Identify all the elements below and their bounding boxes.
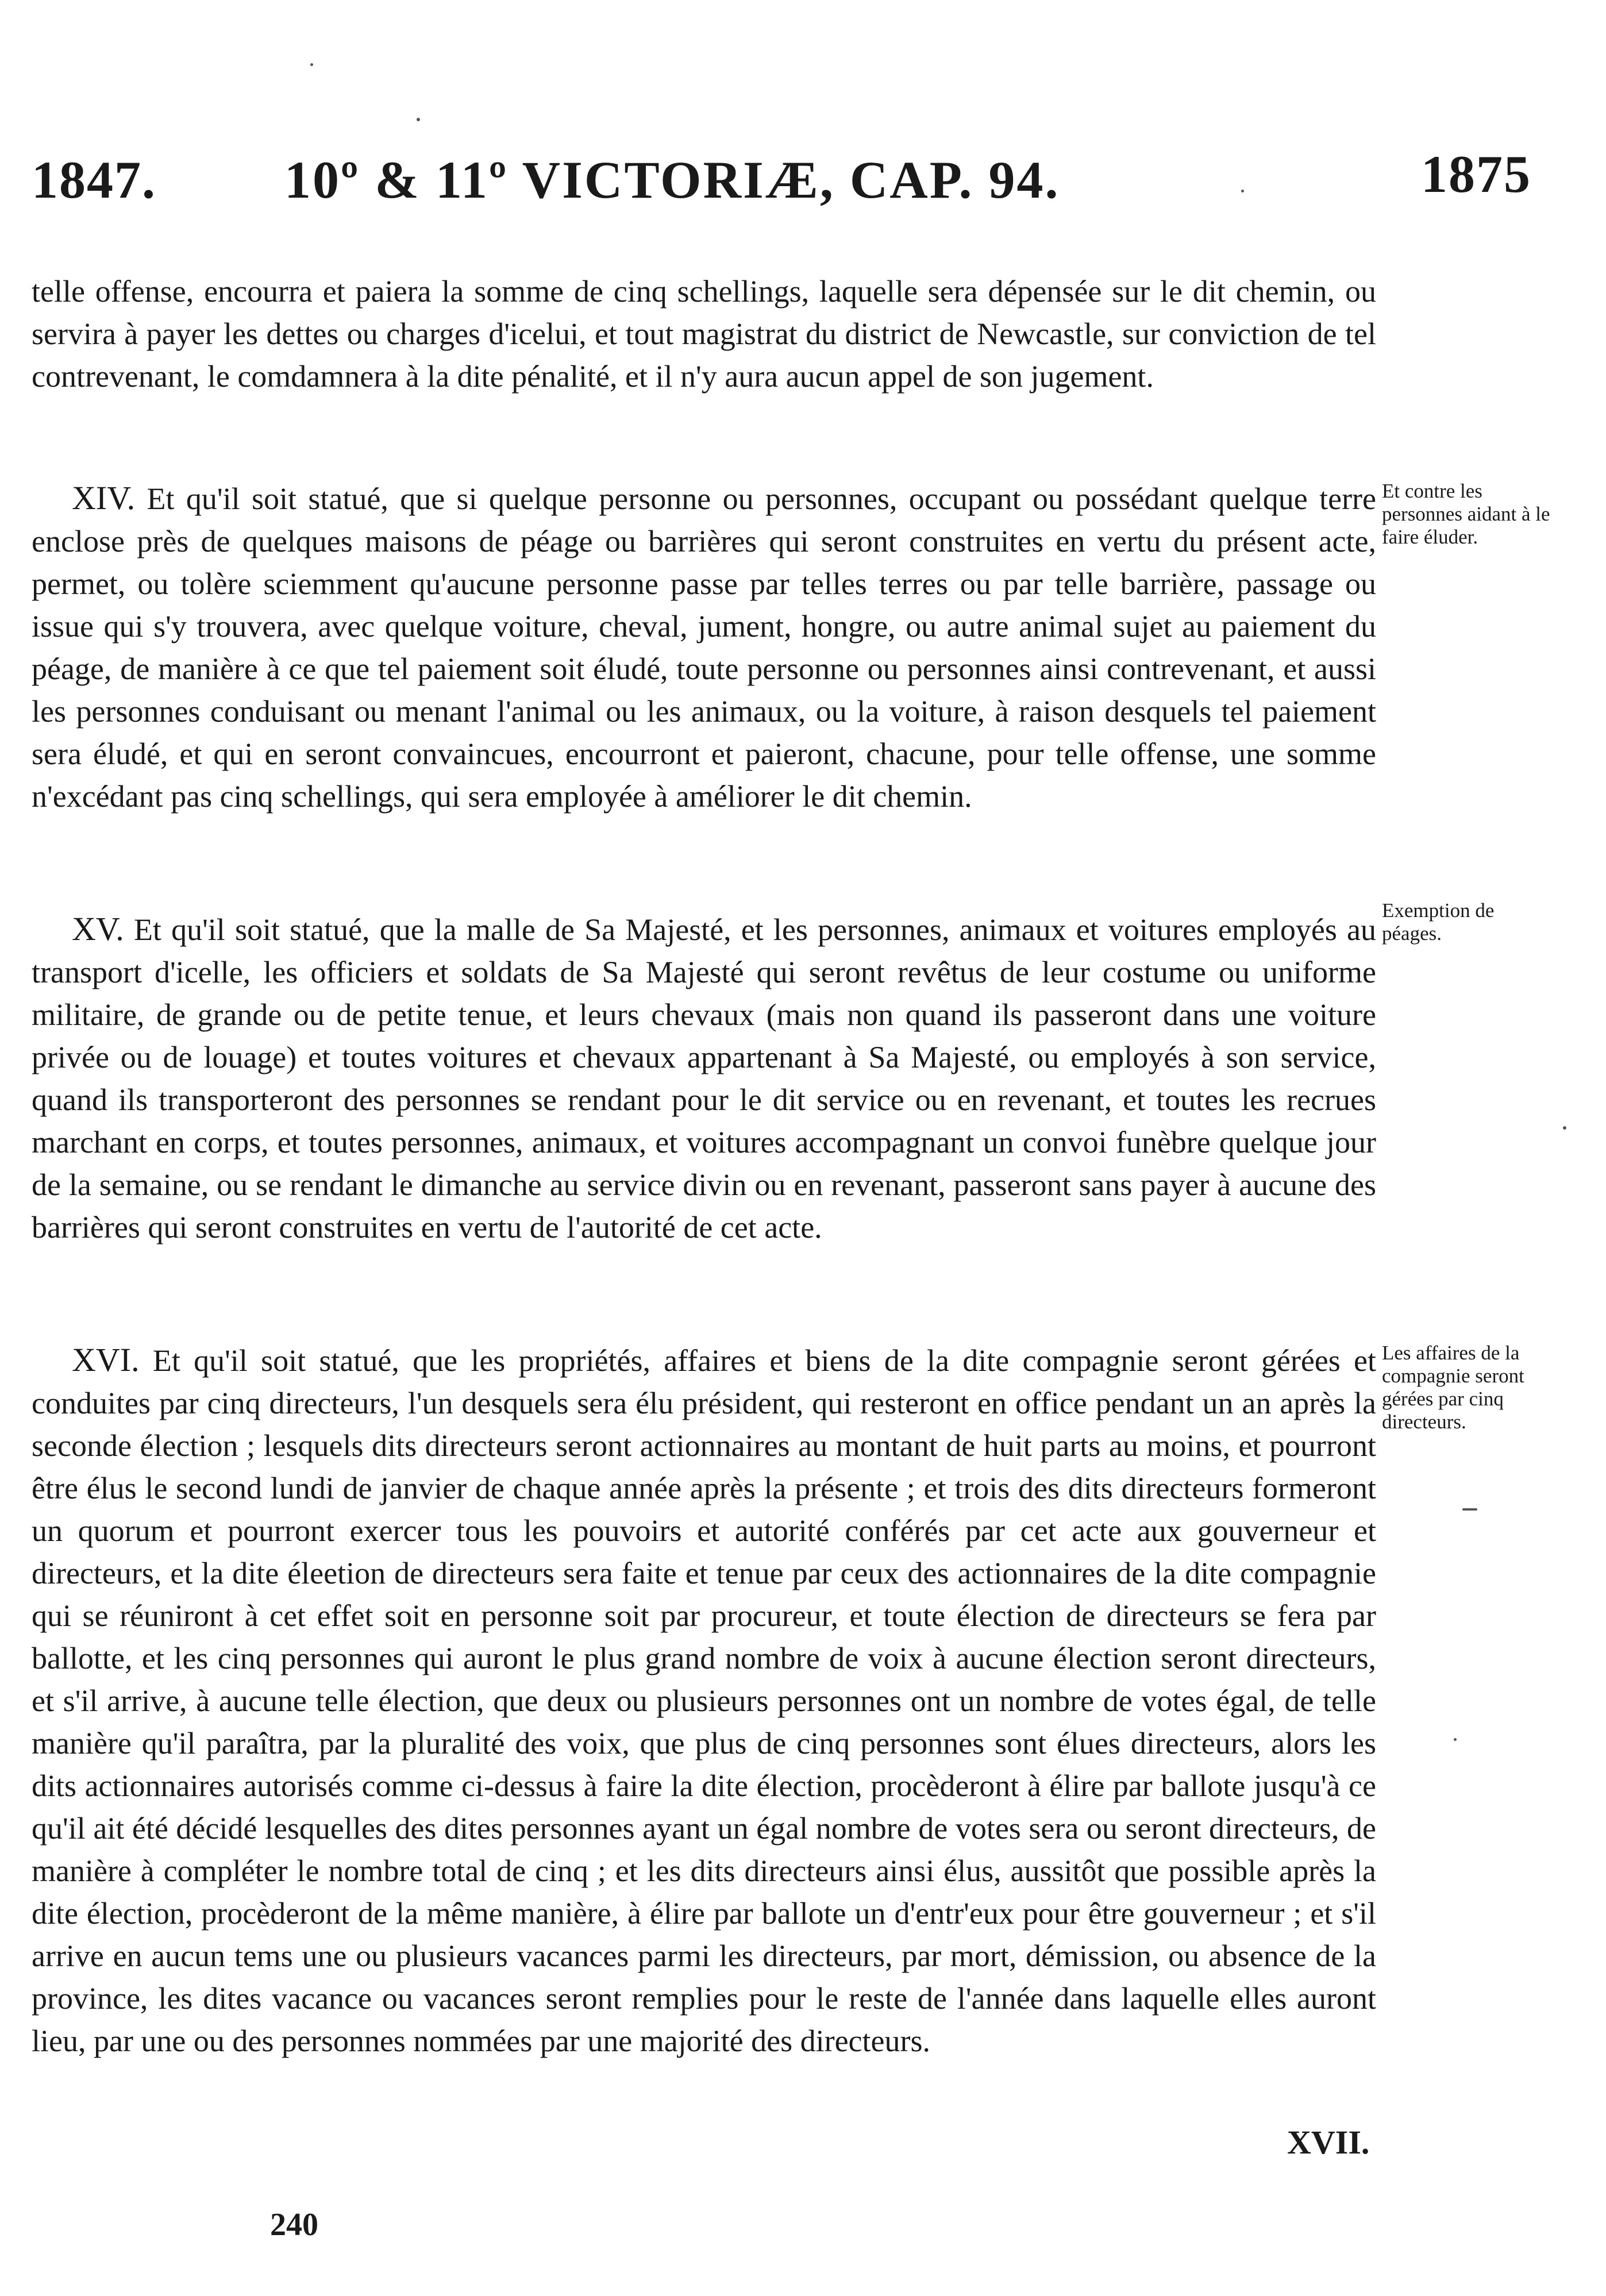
section-xiv bbox=[32, 477, 1376, 818]
margin-note-xvi: Les affaires de la compagnie seront gérées par cinq directeurs. bbox=[1382, 1342, 1524, 1433]
header-title: 10º & 11º VICTORIÆ, CAP. 94. bbox=[284, 151, 1060, 209]
margin-note-xiv: Et contre les personnes aidant à le faire éluder. bbox=[1382, 480, 1550, 548]
section-xvi bbox=[32, 1339, 1376, 2062]
section-text: Et qu'il soit statué, que les propriétés, affaires et biens de la dite compagnie seront gérées et conduites par cinq directeurs, l'un desquels sera élu président, qui resteront en office pendant un an après la seconde élection ; lesquels dits directeurs seront actionnaires au montant de huit parts au moins, et pourront être élus le second lundi de janvier de chaque année après la présente ; et trois des dits directeurs formeront un quorum et pourront exercer tous les pouvoirs et autorité conférés par cet acte aux gouverneur et directeurs, et la dite éleetion de directeurs sera faite et tenue par ceux des actionnaires de la dite compagnie qui se réuniront à cet effet soit en personne soit par procureur, et toute élection de directeurs se fera par ballotte, et les cinq personnes qui auront le plus grand nombre de voix à aucune élection seront directeurs, et s'il arrive, à aucune telle élection, que deux ou plusieurs personnes ont un nombre de votes égal, de telle manière qu'il paraîtra, par la pluralité des voix, que plus de cinq personnes sont élues directeurs, alors les dits actionnaires autorisés comme ci-dessus à faire la dite élection, procèderont à élire par ballote jusqu'à ce qu'il ait été décidé lesquelles des dites personnes ayant un égal nombre de votes sera ou seront directeurs, de manière à compléter le nombre total de cinq ; et les dits directeurs ainsi élus, aussitôt que possible après la dite élection, procèderont de la même manière, à élire par ballote un d'entr'eux pour être gouverneur ; et s'il arrive en aucun tems une ou plusieurs vacances parmi les directeurs, par mort, démission, ou absence de la province, les dites vacance ou vacances seront remplies pour le reste de l'année dans laquelle elles auront lieu, par une ou des personnes nommées par une majorité des directeurs. bbox=[32, 1343, 1377, 2058]
folio-number: 240 bbox=[270, 2207, 318, 2243]
header-page-number: 1875 bbox=[1421, 145, 1531, 203]
scan-speck bbox=[1454, 1738, 1457, 1741]
header-year: 1847. bbox=[32, 151, 156, 209]
margin-note-xv: Exemption de péages. bbox=[1382, 899, 1495, 945]
scan-speck bbox=[1462, 1508, 1477, 1511]
scan-speck bbox=[1563, 1126, 1566, 1130]
catchword: XVII. bbox=[1287, 2124, 1370, 2161]
section-xv bbox=[32, 908, 1376, 1249]
section-text: Et qu'il soit statué, que si quelque personne ou personnes, occupant ou possédant quelque terre enclose près de quelques maisons de péage ou barrières qui seront construites en vertu du présent acte, permet, ou tolère sciemment qu'aucune personne passe par telles terres ou par telle barrière, passage ou issue qui s'y trouvera, avec quelque voiture, cheval, jument, hongre, ou autre animal sujet au paiement du péage, de manière à ce que tel paiement soit éludé, toute personne ou personnes ainsi contrevenant, et aussi les personnes conduisant ou menant l'animal ou les animaux, ou la voiture, à raison desquels tel paiement sera éludé, et qui en seront convaincues, encourront et paieront, chacune, pour telle offense, une somme n'excédant pas cinq schellings, qui sera employée à améliorer le dit chemin. bbox=[32, 481, 1376, 814]
continuation-paragraph: telle offense, encourra et paiera la somme de cinq schellings, laquelle sera dépensée sur le dit chemin, ou servira à payer les dettes ou charges d'icelui, et tout magistrat du district de Newcastle, sur conviction de tel contrevenant, le comdamnera à la dite pénalité, et il n'y aura aucun appel de son jugement. bbox=[32, 274, 1376, 394]
section-number: XIV. bbox=[72, 479, 136, 517]
scan-speck bbox=[417, 118, 420, 121]
section-number: XV. bbox=[72, 910, 124, 947]
section-text: Et qu'il soit statué, que la malle de Sa Majesté, et les personnes, animaux et voitures employés au transport d'icelle, les officiers et soldats de Sa Majesté qui seront revêtus de leur costume ou uniforme militaire, de grande ou de petite tenue, et leurs chevaux (mais non quand ils passeront dans une voiture privée ou de louage) et toutes voitures et chevaux appartenant à Sa Majesté, ou employés à son service, quand ils transporteront des personnes se rendant pour le dit service ou en revenant, et toutes les recrues marchant en corps, et toutes personnes, animaux, et voitures accompagnant un convoi funèbre quelque jour de la semaine, ou se rendant le dimanche au service divin ou en revenant, passeront sans payer à aucune des barrières qui seront construites en vertu de l'autorité de cet acte. bbox=[32, 912, 1376, 1245]
running-head bbox=[32, 144, 1531, 218]
scan-speck bbox=[310, 63, 313, 66]
section-number: XVI. bbox=[72, 1341, 140, 1378]
